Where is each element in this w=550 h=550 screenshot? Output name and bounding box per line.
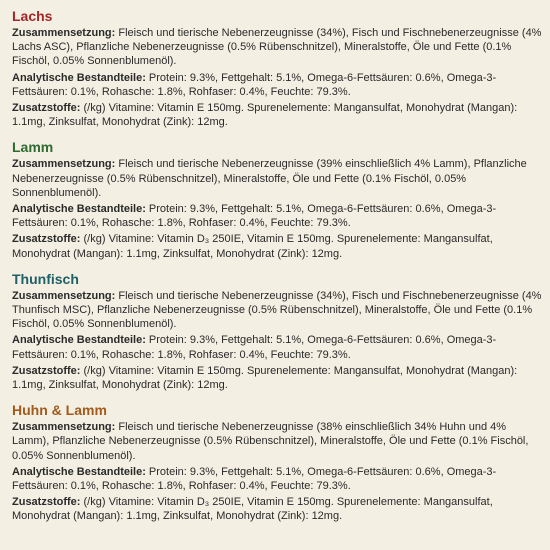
composition-text: Fleisch und tierische Nebenerzeugnisse (34%), Fisch und Fischnebenerzeugnisse (4% Thunfisch MSC), Pflanzliche Nebenerzeugnisse (0.5% Rübenschnitzel), Mineralstoffe, Öle und Fette (0.1% Fischöl, 0.05% Sonnenblumenöl).	[12, 289, 542, 331]
section-huhn-lamm	[12, 401, 542, 523]
composition-label: Zusammensetzung:	[12, 421, 116, 434]
section-thunfisch	[12, 270, 542, 392]
section-lamm	[12, 138, 542, 260]
section-title: Thunfisch	[12, 270, 79, 287]
analysis-text: Protein: 9.3%, Fettgehalt: 5.1%, Omega-6-Fettsäuren: 0.6%, Omega-3-Fettsäuren: 0.1%, Rohasche: 1.8%, Rohfaser: 0.4%, Feuchte: 79.3%.	[12, 334, 497, 361]
additives-paragraph	[12, 101, 542, 129]
additives-paragraph	[12, 232, 542, 260]
section-title: Huhn & Lamm	[12, 402, 107, 419]
additives-paragraph	[12, 495, 542, 523]
composition-label: Zusammensetzung:	[12, 158, 116, 171]
section-lachs	[12, 7, 542, 129]
additives-text: (/kg) Vitamine: Vitamin D₃ 250IE, Vitamin E 150mg. Spurenelemente: Mangansulfat, Monohydrat (Mangan): 1.1mg, Zinksulfat, Monohydrat (Zink): 12mg.	[12, 496, 493, 523]
additives-text: (/kg) Vitamine: Vitamin E 150mg. Spurenelemente: Mangansulfat, Monohydrat (Mangan): 1.1mg, Zinksulfat, Monohydrat (Zink): 12mg.	[12, 102, 518, 129]
additives-label: Zusatzstoffe:	[12, 233, 81, 246]
composition-label: Zusammensetzung:	[12, 289, 116, 302]
composition-text: Fleisch und tierische Nebenerzeugnisse (39% einschließlich 4% Lamm), Pflanzliche Nebenerzeugnisse (0.5% Rübenschnitzel), Mineralstoffe, Öle und Fette (0.1% Fischöl, 0.05% Sonnenblumenöl).	[12, 158, 527, 199]
composition-paragraph	[12, 157, 542, 200]
analysis-paragraph	[12, 333, 542, 361]
additives-label: Zusatzstoffe:	[12, 102, 81, 115]
section-title: Lamm	[12, 139, 54, 156]
analysis-label: Analytische Bestandteile:	[12, 334, 146, 347]
analysis-paragraph	[12, 202, 542, 230]
additives-label: Zusatzstoffe:	[12, 496, 81, 509]
analysis-label: Analytische Bestandteile:	[12, 203, 146, 216]
composition-paragraph	[12, 289, 542, 332]
composition-text: Fleisch und tierische Nebenerzeugnisse (38% einschließlich 34% Huhn und 4% Lamm), Pflanzliche Nebenerzeugnisse (0.5% Rübenschnitzel), Mineralstoffe, Öle und Fette (0.1% Fischöl, 0.05% Sonnenblumenöl).	[12, 421, 529, 462]
analysis-label: Analytische Bestandteile:	[12, 71, 146, 84]
analysis-text: Protein: 9.3%, Fettgehalt: 5.1%, Omega-6-Fettsäuren: 0.6%, Omega-3-Fettsäuren: 0.1%, Rohasche: 1.8%, Rohfaser: 0.4%, Feuchte: 79.3%.	[12, 203, 497, 230]
composition-paragraph	[12, 26, 542, 69]
analysis-label: Analytische Bestandteile:	[12, 465, 146, 478]
additives-text: (/kg) Vitamine: Vitamin E 150mg. Spurenelemente: Mangansulfat, Monohydrat (Mangan): 1.1mg, Zinksulfat, Monohydrat (Zink): 12mg.	[12, 364, 518, 392]
composition-paragraph	[12, 420, 542, 463]
composition-label: Zusammensetzung:	[12, 27, 116, 39]
analysis-text: Protein: 9.3%, Fettgehalt: 5.1%, Omega-6-Fettsäuren: 0.6%, Omega-3-Fettsäuren: 0.1%, Rohasche: 1.8%, Rohfaser: 0.4%, Feuchte: 79.3%.	[12, 465, 497, 493]
section-title: Lachs	[12, 8, 53, 24]
analysis-text: Protein: 9.3%, Fettgehalt: 5.1%, Omega-6-Fettsäuren: 0.6%, Omega-3-Fettsäuren: 0.1%, Rohasche: 1.8%, Rohfaser: 0.4%, Feuchte: 79.3%.	[12, 71, 497, 98]
additives-paragraph	[12, 364, 542, 392]
composition-text: Fleisch und tierische Nebenerzeugnisse (34%), Fisch und Fischnebenerzeugnisse (4% Lachs ASC), Pflanzliche Nebenerzeugnisse (0.5% Rübenschnitzel), Mineralstoffe, Öle und Fette (0.1% Fischöl, 0.05% Sonnenblumenöl).	[12, 27, 542, 68]
product-info-page	[12, 7, 542, 533]
additives-label: Zusatzstoffe:	[12, 364, 81, 377]
analysis-paragraph	[12, 71, 542, 99]
additives-text: (/kg) Vitamine: Vitamin D₃ 250IE, Vitamin E 150mg. Spurenelemente: Mangansulfat, Monohydrat (Mangan): 1.1mg, Zinksulfat, Monohydrat (Zink): 12mg.	[12, 233, 493, 260]
analysis-paragraph	[12, 465, 542, 493]
